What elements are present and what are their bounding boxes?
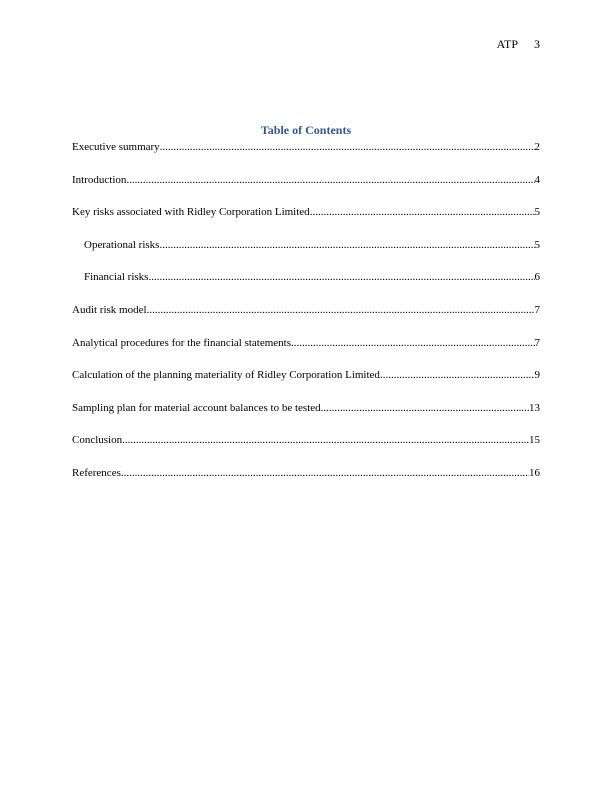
toc-dot-leader bbox=[291, 336, 535, 350]
toc-dot-leader bbox=[160, 140, 535, 154]
toc-dot-leader bbox=[122, 433, 529, 447]
toc-dot-leader bbox=[310, 205, 535, 219]
toc-entry-page: 5 bbox=[534, 238, 540, 251]
toc-entry-operational-risks[interactable] bbox=[72, 238, 540, 254]
toc-entry-analytical-procedures[interactable] bbox=[72, 336, 540, 352]
toc-dot-leader bbox=[159, 238, 534, 252]
toc-entry-audit-risk-model[interactable] bbox=[72, 303, 540, 319]
toc-entry-label: Sampling plan for material account balances to be tested bbox=[72, 401, 321, 414]
toc-entry-page: 6 bbox=[534, 271, 540, 284]
toc-entry-page: 9 bbox=[534, 369, 540, 382]
toc-entry-label: References bbox=[72, 466, 121, 479]
toc-entry-page: 4 bbox=[534, 173, 540, 186]
toc-entry-page: 15 bbox=[529, 434, 540, 447]
toc-entry-planning-materiality[interactable] bbox=[72, 368, 540, 384]
toc-dot-leader bbox=[126, 173, 534, 187]
toc-entry-label: Conclusion bbox=[72, 434, 123, 447]
toc-dot-leader bbox=[147, 303, 535, 317]
toc-entry-label: Calculation of the planning materiality of Ridley Corporation Limited bbox=[72, 369, 380, 382]
toc-entry-financial-risks[interactable] bbox=[72, 270, 540, 286]
toc-entry-sampling-plan[interactable] bbox=[72, 401, 540, 417]
toc-entry-label: Key risks associated with Ridley Corporation Limited bbox=[72, 206, 310, 219]
toc-entry-introduction[interactable] bbox=[72, 173, 540, 189]
toc-entry-label: Financial risks bbox=[84, 271, 149, 284]
toc-dot-leader bbox=[121, 466, 529, 480]
toc-dot-leader bbox=[321, 401, 529, 415]
toc-entry-references[interactable] bbox=[72, 466, 540, 482]
toc-entry-executive-summary[interactable] bbox=[72, 140, 540, 156]
toc-entry-page: 7 bbox=[534, 303, 540, 316]
toc-title: Table of Contents bbox=[260, 123, 352, 137]
toc-entry-page: 5 bbox=[534, 206, 540, 219]
running-head: ATP bbox=[496, 37, 518, 51]
toc-entry-label: Analytical procedures for the financial statements bbox=[72, 336, 291, 349]
toc-entry-label: Executive summary bbox=[72, 141, 160, 153]
toc-entry-label: Introduction bbox=[72, 173, 127, 186]
toc-dot-leader bbox=[380, 368, 535, 382]
toc-entry-page: 16 bbox=[529, 466, 540, 479]
page-header bbox=[497, 37, 540, 52]
toc-entry-label: Operational risks bbox=[84, 238, 160, 251]
toc-entry-page: 13 bbox=[529, 401, 540, 414]
toc-entry-conclusion[interactable] bbox=[72, 433, 540, 449]
toc-entry-key-risks[interactable] bbox=[72, 205, 540, 221]
toc-list bbox=[72, 140, 540, 499]
toc-entry-page: 7 bbox=[534, 336, 540, 349]
page-number: 3 bbox=[534, 37, 540, 51]
toc-entry-page: 2 bbox=[534, 141, 540, 153]
toc-dot-leader bbox=[148, 270, 534, 284]
toc-entry-label: Audit risk model bbox=[72, 303, 147, 316]
